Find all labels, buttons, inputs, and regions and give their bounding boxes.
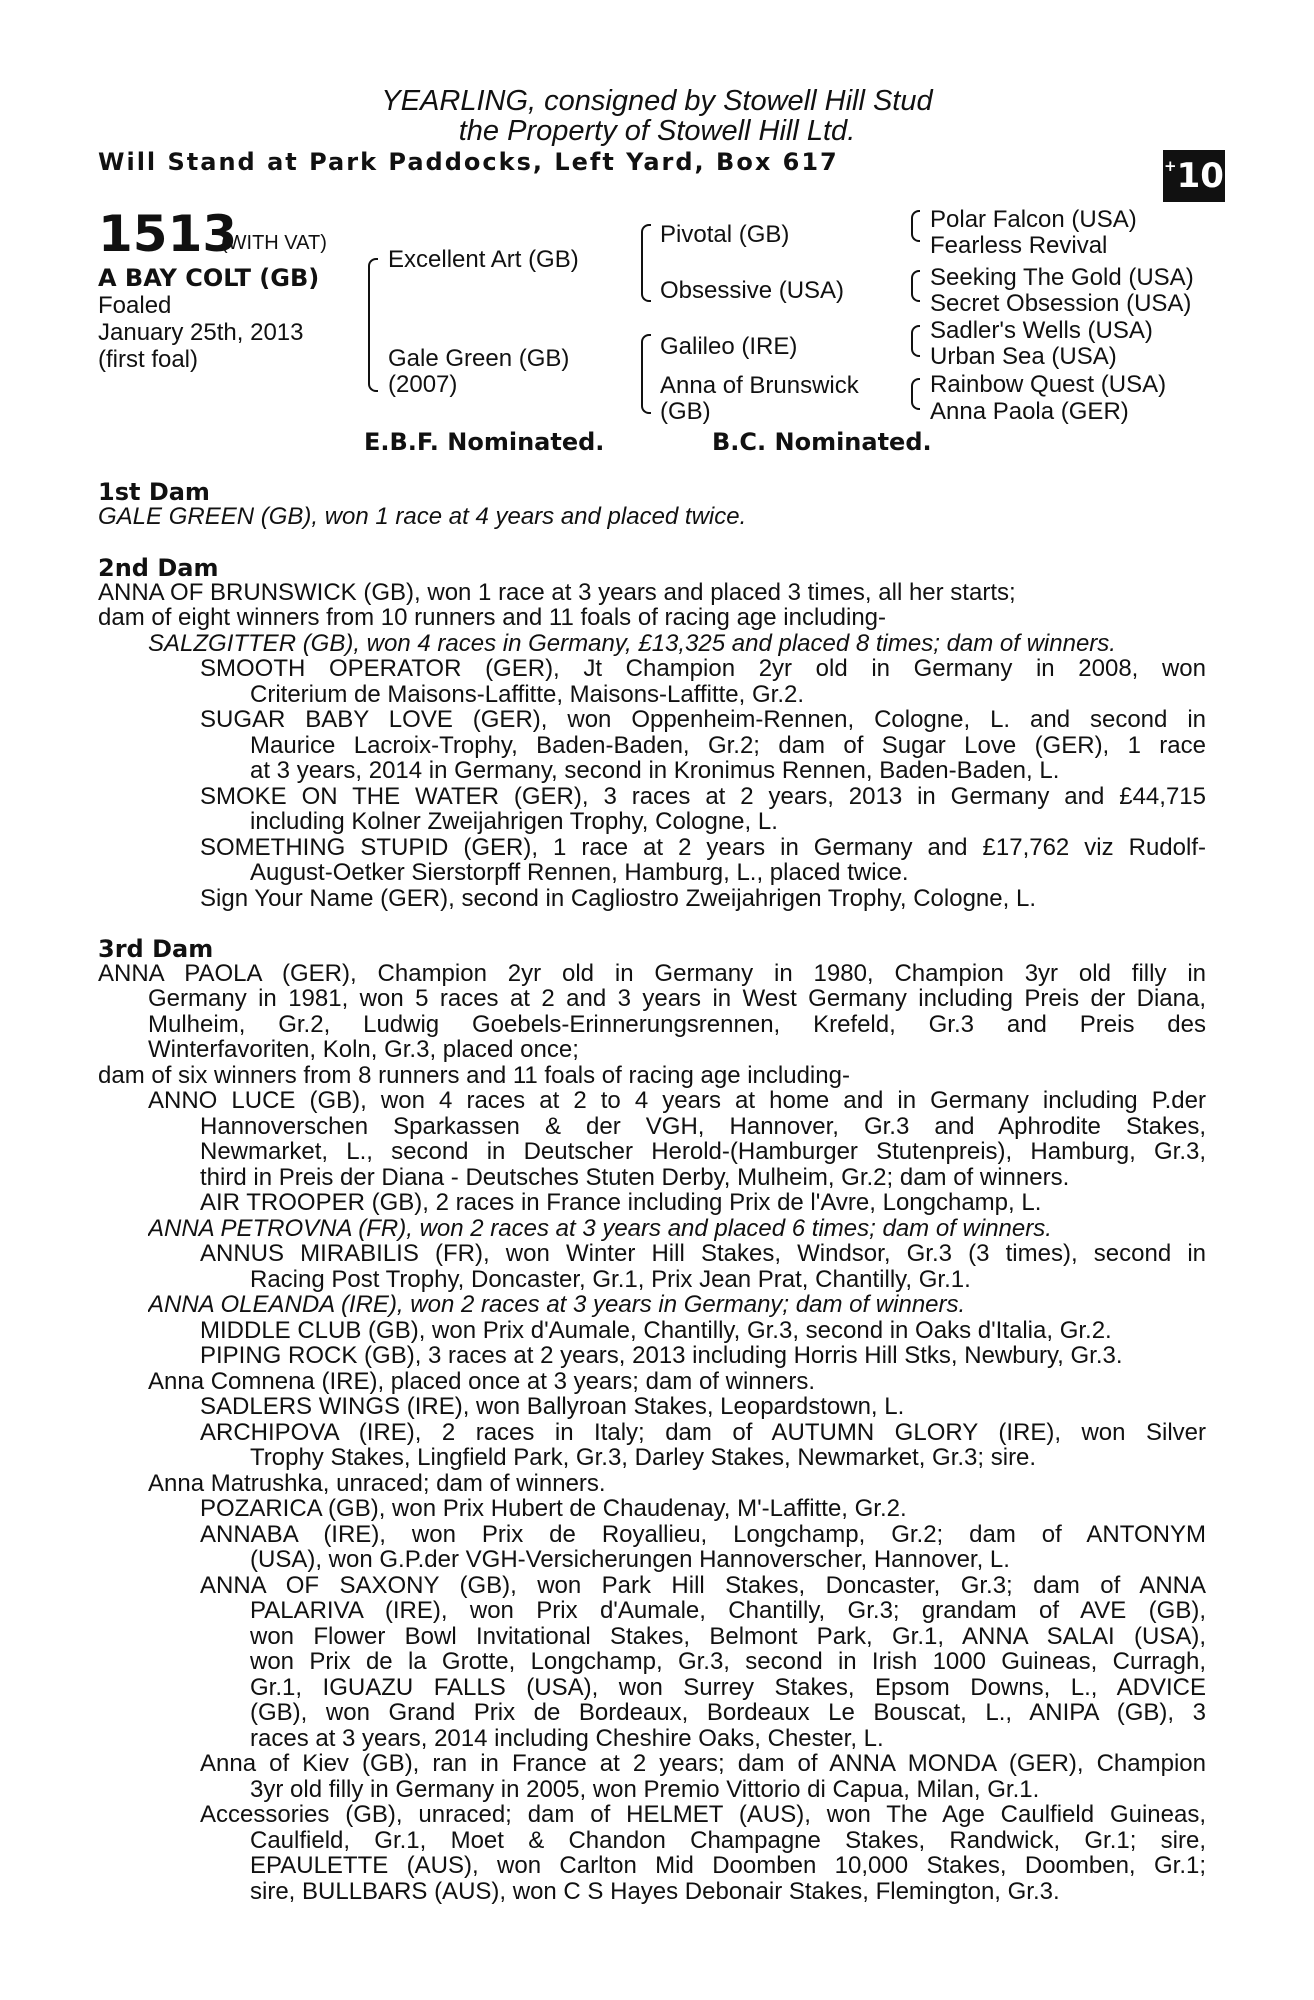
produce-line: 3yr old filly in Germany in 2005, won Premio Vittorio di Capua, Milan, Gr.1.: [250, 1777, 1040, 1803]
dam-dam-suffix: (GB): [660, 398, 711, 425]
produce-line: PALARIVA (IRE), won Prix d'Aumale, Chantilly, Gr.3; grandam of AVE (GB),: [250, 1598, 1206, 1624]
dam-name: GALE GREEN (GB), won 1 race at 4 years and placed twice.: [98, 504, 747, 530]
brace: [641, 262, 651, 302]
produce-line: races at 3 years, 2014 including Cheshire Oaks, Chester, L.: [250, 1726, 884, 1752]
brace: [911, 393, 920, 410]
dam-record-line: [98, 504, 1206, 530]
brace: [911, 225, 920, 242]
produce-line: Anna Comnena (IRE), placed once at 3 years; dam of winners.: [148, 1369, 816, 1395]
produce-line: (USA), won G.P.der VGH-Versicherungen Hannoverscher, Hannover, L.: [250, 1547, 1010, 1573]
dam-record-line: ANNA OF BRUNSWICK (GB), won 1 race at 3 years and placed 3 times, all her starts;: [98, 580, 1016, 606]
produce-line: MIDDLE CLUB (GB), won Prix d'Aumale, Chantilly, Gr.3, second in Oaks d'Italia, Gr.2.: [200, 1318, 1112, 1344]
produce-line: POZARICA (GB), won Prix Hubert de Chaudenay, M'-Laffitte, Gr.2.: [200, 1496, 907, 1522]
produce-line: at 3 years, 2014 in Germany, second in Kronimus Rennen, Baden-Baden, L.: [250, 758, 1060, 784]
dam-year: (2007): [388, 371, 458, 398]
dam-dam: Anna of Brunswick: [660, 372, 859, 399]
produce-line: ANNABA (IRE), won Prix de Royallieu, Longchamp, Gr.2; dam of ANTONYM: [200, 1522, 1206, 1548]
bc-nominated: B.C. Nominated.: [712, 428, 932, 456]
produce-line: Sign Your Name (GER), second in Cagliostro Zweijahrigen Trophy, Cologne, L.: [200, 886, 1036, 912]
produce-line: August-Oetker Sierstorpff Rennen, Hamburg, L., placed twice.: [250, 860, 909, 886]
produce-line: EPAULETTE (AUS), won Carlton Mid Doomben 10,000 Stakes, Doomben, Gr.1;: [250, 1853, 1206, 1879]
dam-record-line: Germany in 1981, won 5 races at 2 and 3 years in West Germany including Preis der Diana,: [148, 986, 1206, 1012]
produce-line: AIR TROOPER (GB), 2 races in France including Prix de l'Avre, Longchamp, L.: [200, 1190, 1042, 1216]
produce-line: (GB), won Grand Prix de Bordeaux, Bordeaux Le Bouscat, L., ANIPA (GB), 3: [250, 1700, 1206, 1726]
dam-record-line: Winterfavoriten, Koln, Gr.3, placed once;: [148, 1037, 579, 1063]
section-heading: 2nd Dam: [98, 554, 219, 582]
g4-sire-line: Polar Falcon (USA): [930, 206, 1137, 233]
produce-line: ARCHIPOVA (IRE), 2 races in Italy; dam of AUTUMN GLORY (IRE), won Silver: [200, 1420, 1206, 1446]
produce-line: PIPING ROCK (GB), 3 races at 2 years, 2013 including Horris Hill Stks, Newbury, Gr.3.: [200, 1343, 1123, 1369]
produce-line: ANNA OF SAXONY (GB), won Park Hill Stakes, Doncaster, Gr.3; dam of ANNA: [200, 1573, 1206, 1599]
produce-line: Anna of Kiev (GB), ran in France at 2 years; dam of ANNA MONDA (GER), Champion: [200, 1751, 1206, 1777]
produce-line: SUGAR BABY LOVE (GER), won Oppenheim-Rennen, Cologne, L. and second in: [200, 707, 1206, 733]
produce-line: Newmarket, L., second in Deutscher Herold-(Hamburger Stutenpreis), Hamburg, Gr.3,: [200, 1139, 1206, 1165]
section-heading: 3rd Dam: [98, 935, 214, 963]
produce-line: Hannoverschen Sparkassen & der VGH, Hannover, Gr.3 and Aphrodite Stakes,: [200, 1114, 1206, 1140]
dam-record-line: dam of six winners from 8 runners and 11 foals of racing age including-: [98, 1063, 850, 1089]
sire: Excellent Art (GB): [388, 246, 579, 273]
brace: [641, 224, 651, 264]
produce-line: SMOOTH OPERATOR (GER), Jt Champion 2yr old in Germany in 2008, won: [200, 656, 1206, 682]
brace: [368, 258, 378, 326]
produce-line: Caulfield, Gr.1, Moet & Chandon Champagne Stakes, Randwick, Gr.1; sire,: [250, 1828, 1206, 1854]
foaled-date: January 25th, 2013: [98, 319, 304, 346]
consignor-line: YEARLING, consigned by Stowell Hill Stud: [381, 85, 933, 117]
brace: [911, 340, 920, 357]
badge-plus: +: [1164, 157, 1177, 175]
property-line: the Property of Stowell Hill Ltd.: [458, 115, 856, 147]
dam-record-line: ANNA PAOLA (GER), Champion 2yr old in Germany in 1980, Champion 3yr old filly in: [98, 961, 1206, 987]
dam-record-line: dam of eight winners from 10 runners and 11 foals of racing age including-: [98, 605, 887, 631]
g4-sire-line: Fearless Revival: [930, 232, 1108, 259]
produce-line: Racing Post Trophy, Doncaster, Gr.1, Prix Jean Prat, Chantilly, Gr.1.: [250, 1267, 971, 1293]
vat-note: (WITH VAT): [221, 232, 327, 254]
produce-line: ANNUS MIRABILIS (FR), won Winter Hill Stakes, Windsor, Gr.3 (3 times), second in: [200, 1241, 1206, 1267]
g4-dam-line: Urban Sea (USA): [930, 343, 1117, 370]
g4-sire-line: Secret Obsession (USA): [930, 290, 1192, 317]
brace: [911, 285, 920, 302]
ebf-nominated: E.B.F. Nominated.: [364, 428, 605, 456]
produce-line: Anna Matrushka, unraced; dam of winners.: [148, 1471, 606, 1497]
produce-line: SOMETHING STUPID (GER), 1 race at 2 years in Germany and £17,762 viz Rudolf-: [200, 835, 1206, 861]
produce-line: ANNA PETROVNA (FR), won 2 races at 3 years and placed 6 times; dam of winners.: [148, 1216, 1052, 1242]
sire-sire: Pivotal (GB): [660, 221, 790, 248]
produce-line: Trophy Stakes, Lingfield Park, Gr.3, Darley Stakes, Newmarket, Gr.3; sire.: [250, 1445, 1037, 1471]
produce-line: SMOKE ON THE WATER (GER), 3 races at 2 years, 2013 in Germany and £44,715: [200, 784, 1206, 810]
sale-badge: [1163, 150, 1225, 202]
brace: [368, 324, 378, 392]
dam: Gale Green (GB): [388, 345, 570, 372]
lot-title: A BAY COLT (GB): [98, 264, 320, 292]
produce-line: including Kolner Zweijahrigen Trophy, Cologne, L.: [250, 809, 778, 835]
g4-dam-line: Sadler's Wells (USA): [930, 317, 1153, 344]
produce-line: Gr.1, IGUAZU FALLS (USA), won Surrey Stakes, Epsom Downs, L., ADVICE: [250, 1675, 1206, 1701]
produce-line: SALZGITTER (GB), won 4 races in Germany, £13,325 and placed 8 times; dam of winners.: [148, 631, 1116, 657]
sire-dam: Obsessive (USA): [660, 277, 845, 304]
section-heading: 1st Dam: [98, 478, 210, 506]
produce-line: won Flower Bowl Invitational Stakes, Belmont Park, Gr.1, ANNA SALAI (USA),: [250, 1624, 1206, 1650]
dam-record-line: Mulheim, Gr.2, Ludwig Goebels-Erinnerungsrennen, Krefeld, Gr.3 and Preis des: [148, 1012, 1206, 1038]
produce-line: ANNA OLEANDA (IRE), won 2 races at 3 years in Germany; dam of winners.: [148, 1292, 966, 1318]
produce-line: Criterium de Maisons-Laffitte, Maisons-Laffitte, Gr.2.: [250, 682, 805, 708]
produce-line: ANNO LUCE (GB), won 4 races at 2 to 4 years at home and in Germany including P.der: [148, 1088, 1206, 1114]
produce-line: Maurice Lacroix-Trophy, Baden-Baden, Gr.2; dam of Sugar Love (GER), 1 race: [250, 733, 1206, 759]
brace: [641, 372, 651, 414]
foaled-label: Foaled: [98, 292, 172, 319]
g4-sire-line: Seeking The Gold (USA): [930, 264, 1194, 291]
brace: [641, 334, 651, 374]
badge-number: 10: [1176, 156, 1224, 196]
produce-line: SADLERS WINGS (IRE), won Ballyroan Stakes, Leopardstown, L.: [200, 1394, 905, 1420]
produce-line: won Prix de la Grotte, Longchamp, Gr.3, second in Irish 1000 Guineas, Curragh,: [250, 1649, 1206, 1675]
dam-sire: Galileo (IRE): [660, 333, 798, 360]
foal-note: (first foal): [98, 346, 199, 373]
g4-dam-line: Anna Paola (GER): [930, 398, 1129, 425]
lot-number: 1513: [98, 205, 238, 263]
produce-line: Accessories (GB), unraced; dam of HELMET (AUS), won The Age Caulfield Guineas,: [200, 1802, 1206, 1828]
produce-line: sire, BULLBARS (AUS), won C S Hayes Debonair Stakes, Flemington, Gr.3.: [250, 1879, 1060, 1905]
g4-dam-line: Rainbow Quest (USA): [930, 371, 1167, 398]
stand-location: Will Stand at Park Paddocks, Left Yard, Box 617: [98, 148, 839, 176]
produce-line: third in Preis der Diana - Deutsches Stuten Derby, Mulheim, Gr.2; dam of winners.: [200, 1165, 1070, 1191]
